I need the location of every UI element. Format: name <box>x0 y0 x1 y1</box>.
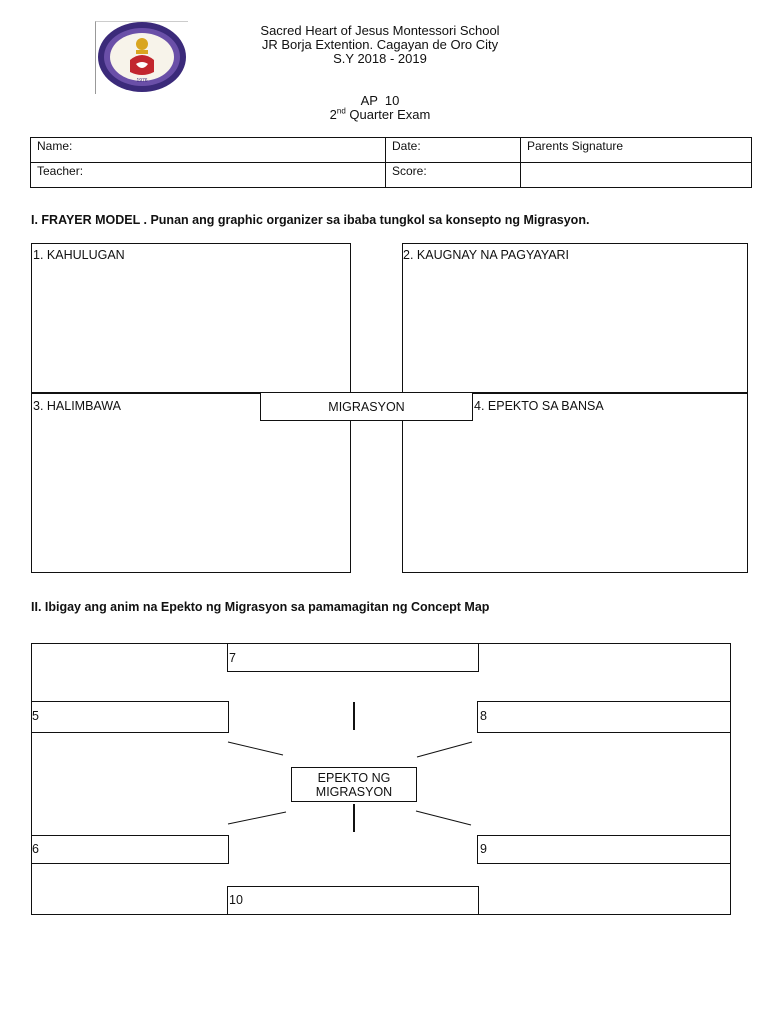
svg-text:1976: 1976 <box>136 78 148 84</box>
kaugnay-label: 2. KAUGNAY NA PAGYAYARI <box>403 248 570 262</box>
answer-number-7: 7 <box>229 651 236 665</box>
section-1-title: I. FRAYER MODEL . Punan ang graphic organizer sa ibaba tungkol sa konsepto ng Migrasyon. <box>31 213 590 227</box>
connector-lower-left <box>228 812 286 824</box>
score-field[interactable]: Score: <box>386 163 521 188</box>
exam-title: 2nd Quarter Exam <box>329 106 431 122</box>
answer-number-5: 5 <box>32 709 39 723</box>
answer-number-9: 9 <box>480 842 487 856</box>
answer-number-6: 6 <box>32 842 39 856</box>
section-2-title: II. Ibigay ang anim na Epekto ng Migrasyon sa pamamagitan ng Concept Map <box>31 600 490 614</box>
halimbawa-label: 3. HALIMBAWA <box>33 399 121 413</box>
center-line-2: MIGRASYON <box>315 784 393 799</box>
teacher-field[interactable]: Teacher: <box>31 163 386 188</box>
school-address: JR Borja Extention. Cagayan de Oro City <box>261 37 499 52</box>
connector-upper-left <box>228 742 283 755</box>
answer-number-10: 10 <box>229 893 243 907</box>
answer-number-8: 8 <box>480 709 487 723</box>
center-line-1: EPEKTO NG <box>317 770 391 785</box>
school-name: Sacred Heart of Jesus Montessori School <box>260 23 500 38</box>
name-field[interactable]: Name: <box>31 138 386 163</box>
connector-upper-right <box>417 742 472 757</box>
subject-title: AP 10 <box>360 93 400 108</box>
epekto-bansa-label: 4. EPEKTO SA BANSA <box>474 399 604 413</box>
school-year: S.Y 2018 - 2019 <box>333 51 427 66</box>
parents-signature-field[interactable]: Parents Signature <box>521 138 752 163</box>
kahulugan-label: 1. KAHULUGAN <box>33 248 125 262</box>
date-field[interactable]: Date: <box>386 138 521 163</box>
connector-lower-right <box>416 811 471 825</box>
migrasyon-center-box: MIGRASYON <box>260 392 473 421</box>
